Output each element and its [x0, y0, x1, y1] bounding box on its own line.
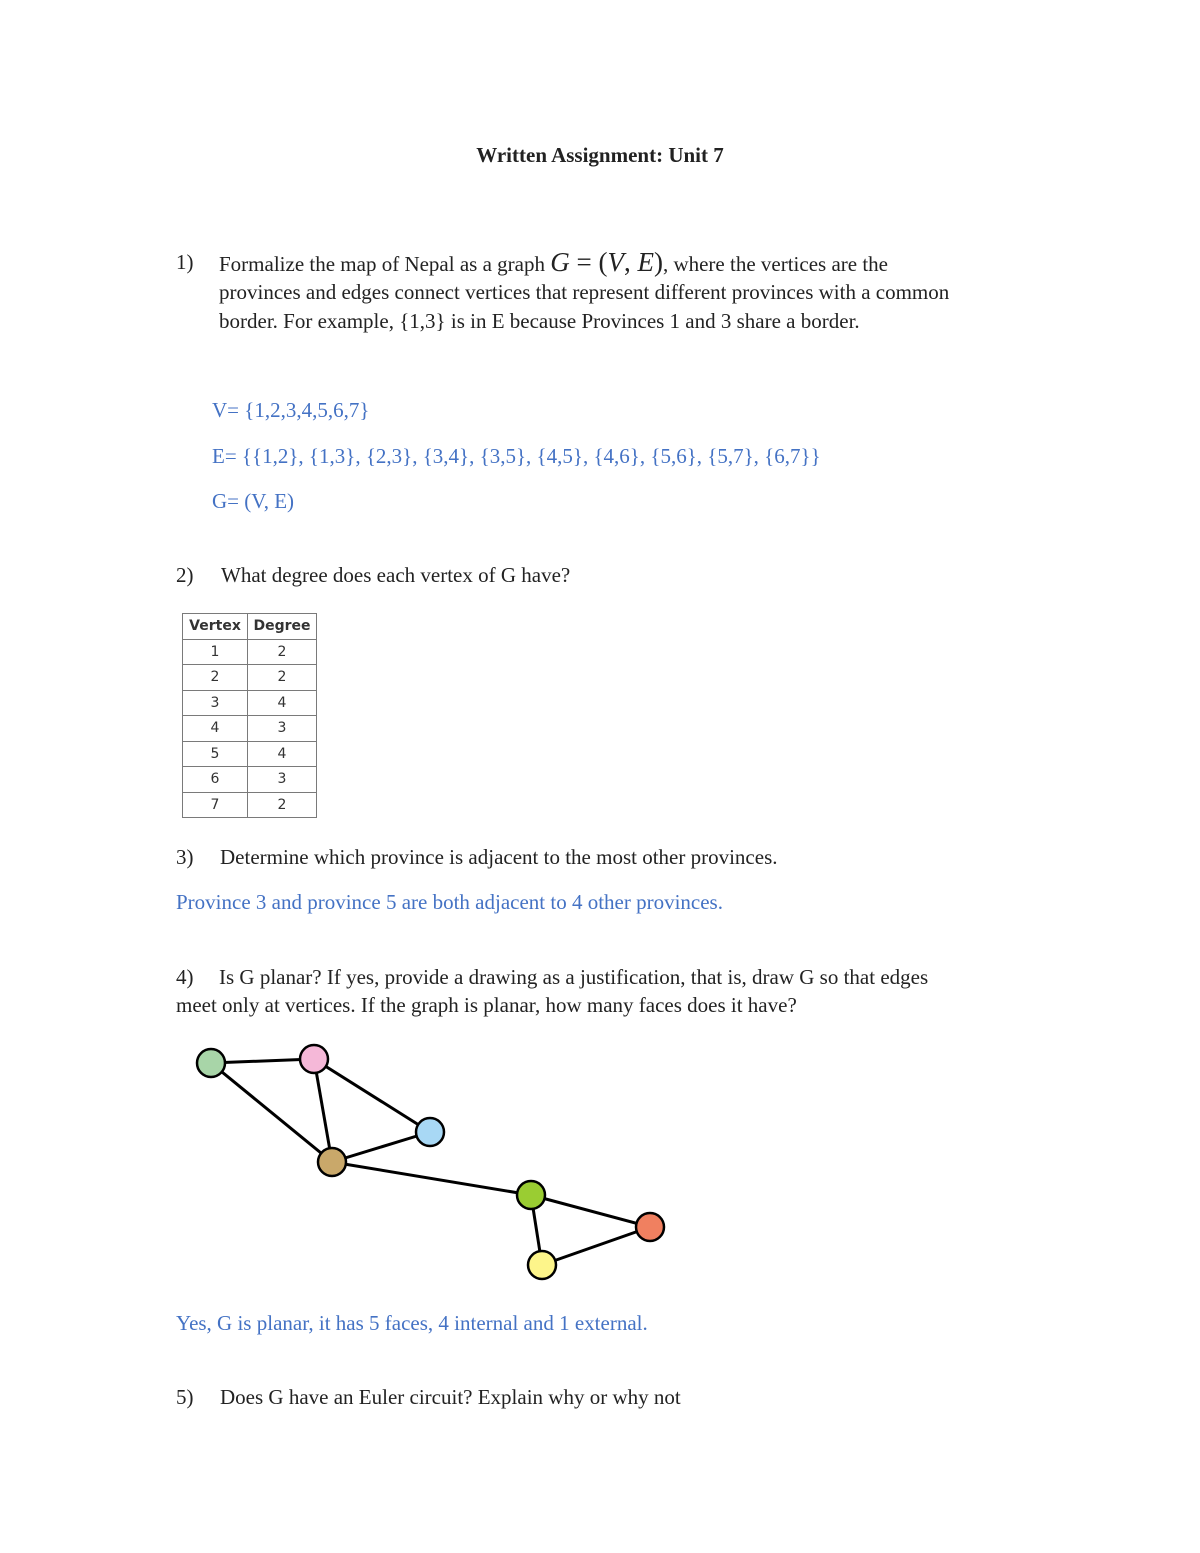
vertex-cell: 5	[183, 741, 248, 767]
q1-answer-edges: E= {{1,2}, {1,3}, {2,3}, {3,4}, {3,5}, {4,5}, {4,6}, {5,6}, {5,7}, {6,7}}	[212, 444, 821, 468]
graph-node	[528, 1251, 556, 1279]
math-e: E	[637, 247, 654, 277]
table-row	[183, 741, 317, 767]
q4-number: 4)	[176, 965, 194, 989]
q1-number: 1)	[176, 250, 194, 274]
q1-answer-graph: G= (V, E)	[212, 489, 295, 513]
graph-node	[300, 1045, 328, 1073]
degree-cell: 2	[248, 792, 317, 818]
q4-answer: Yes, G is planar, it has 5 faces, 4 internal and 1 external.	[176, 1311, 648, 1335]
graph-edge	[542, 1227, 650, 1265]
math-eq: = (	[569, 247, 608, 277]
header-degree: Degree	[248, 614, 317, 640]
graph-node	[636, 1213, 664, 1241]
q2-text: What degree does each vertex of G have?	[221, 563, 571, 587]
q1-text-after: , where the vertices are the	[662, 252, 888, 276]
q3-answer: Province 3 and province 5 are both adjacent to 4 other provinces.	[176, 890, 723, 914]
graph-edge	[332, 1162, 531, 1195]
math-comma: ,	[623, 247, 638, 277]
graph-edge	[211, 1063, 332, 1162]
graph-node	[197, 1049, 225, 1077]
planar-graph-drawing	[180, 1030, 680, 1290]
degree-cell: 4	[248, 741, 317, 767]
q1-formula	[550, 247, 663, 277]
graph-edge	[332, 1132, 430, 1162]
q4-line2: meet only at vertices. If the graph is planar, how many faces does it have?	[176, 993, 797, 1017]
q1-line1	[219, 248, 888, 279]
degree-table-header	[183, 614, 317, 640]
header-vertex: Vertex	[183, 614, 248, 640]
q2-number: 2)	[176, 563, 194, 587]
graph-edge	[531, 1195, 650, 1227]
degree-cell: 2	[248, 665, 317, 691]
table-row	[183, 792, 317, 818]
q1-line2: provinces and edges connect vertices that represent different provinces with a common	[219, 280, 950, 304]
q5-text: Does G have an Euler circuit? Explain why or why not	[220, 1385, 681, 1409]
table-row	[183, 639, 317, 665]
math-g: G	[550, 247, 570, 277]
graph-nodes	[197, 1045, 664, 1279]
degree-cell: 3	[248, 767, 317, 793]
vertex-cell: 1	[183, 639, 248, 665]
graph-node	[517, 1181, 545, 1209]
graph-edge	[211, 1059, 314, 1063]
math-close: )	[653, 247, 663, 277]
document-title: Written Assignment: Unit 7	[476, 143, 724, 167]
q1-line3: border. For example, {1,3} is in E because Provinces 1 and 3 share a border.	[219, 309, 860, 333]
q1-answer-vertices: V= {1,2,3,4,5,6,7}	[212, 398, 370, 422]
vertex-cell: 4	[183, 716, 248, 742]
table-row	[183, 690, 317, 716]
q3-number: 3)	[176, 845, 194, 869]
vertex-cell: 2	[183, 665, 248, 691]
q5-number: 5)	[176, 1385, 194, 1409]
degree-table	[182, 613, 317, 818]
q4-line1: Is G planar? If yes, provide a drawing as a justification, that is, draw G so that edges	[219, 965, 929, 989]
degree-cell: 3	[248, 716, 317, 742]
degree-cell: 4	[248, 690, 317, 716]
math-v: V	[607, 247, 624, 277]
table-row	[183, 665, 317, 691]
graph-edge	[314, 1059, 430, 1132]
graph-node	[416, 1118, 444, 1146]
graph-edges	[211, 1059, 650, 1265]
q3-text: Determine which province is adjacent to the most other provinces.	[220, 845, 778, 869]
vertex-cell: 7	[183, 792, 248, 818]
table-row	[183, 716, 317, 742]
degree-cell: 2	[248, 639, 317, 665]
vertex-cell: 3	[183, 690, 248, 716]
q1-text-before: Formalize the map of Nepal as a graph	[219, 252, 545, 276]
table-row	[183, 767, 317, 793]
graph-edge	[314, 1059, 332, 1162]
graph-node	[318, 1148, 346, 1176]
vertex-cell: 6	[183, 767, 248, 793]
